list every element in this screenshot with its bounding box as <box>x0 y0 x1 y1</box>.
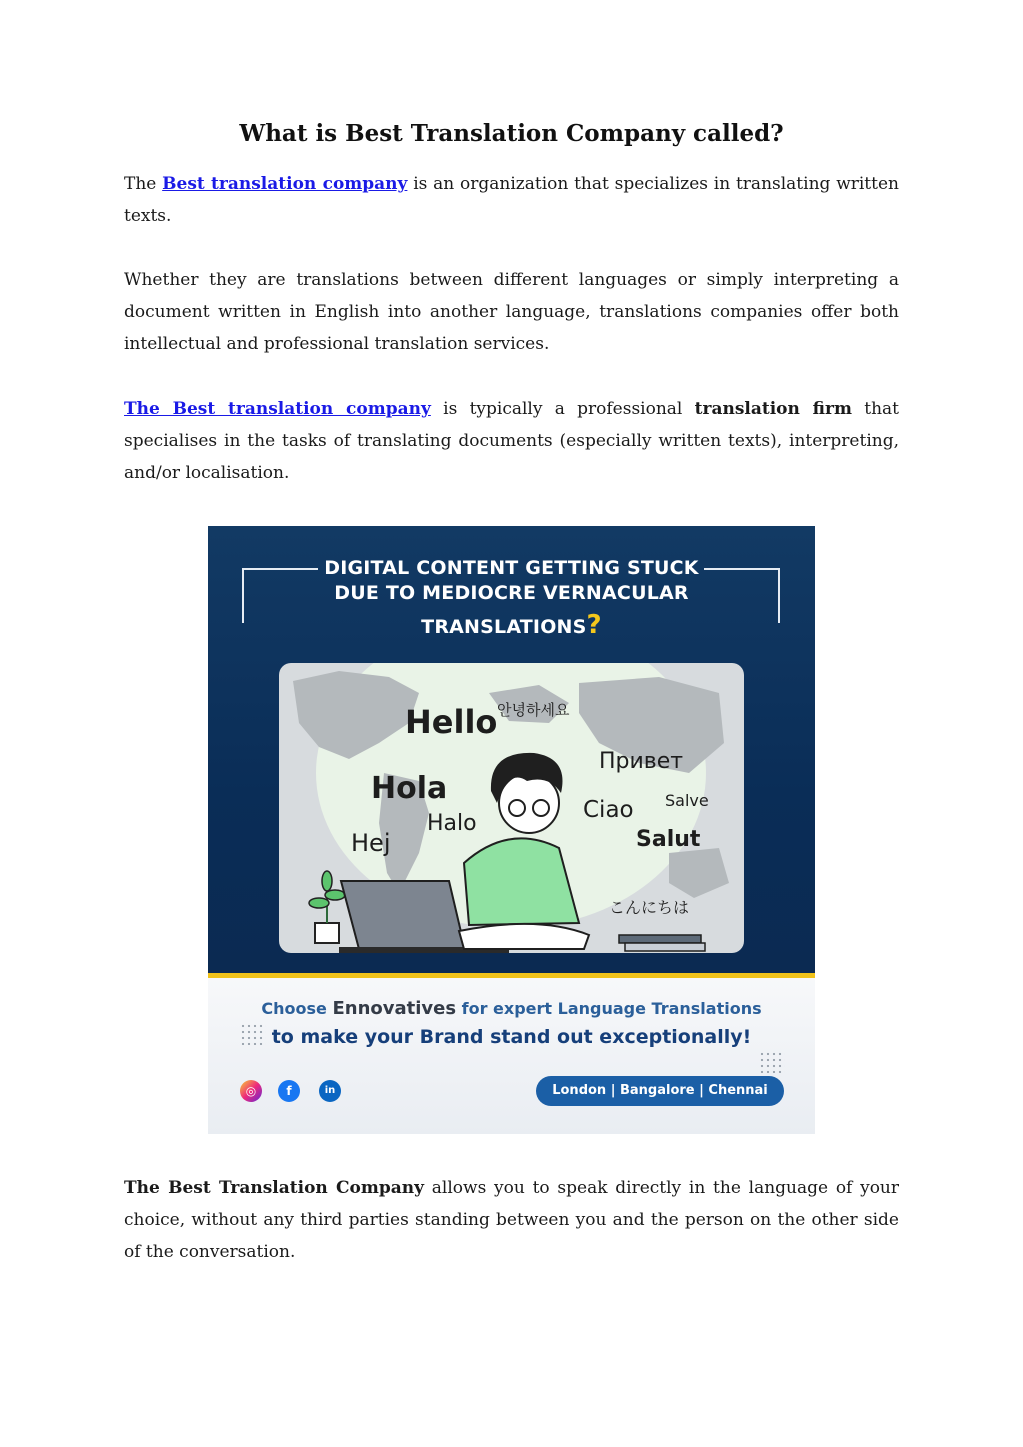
linkedin-icon[interactable]: in <box>319 1080 341 1102</box>
greeting-ciao: Ciao <box>583 797 634 823</box>
cta-line-2: to make your Brand stand out exceptionally! <box>271 1026 752 1048</box>
greeting-privet: Привет <box>599 749 684 774</box>
greeting-salut: Salut <box>636 827 701 852</box>
p3-rest: that specialises in the tasks of translating documents (especially written texts), interpreting, and/or localisation. <box>124 399 899 483</box>
greeting-japanese: こんにちは <box>609 898 690 917</box>
facebook-icon[interactable]: f <box>278 1080 300 1102</box>
p1-rest: is an organization that specializes in translating written texts. <box>124 174 899 226</box>
closing-paragraph <box>124 1172 899 1268</box>
plant-icon <box>309 871 345 943</box>
headline-line1: DIGITAL CONTENT GETTING STUCK <box>324 557 699 579</box>
instagram-icon[interactable]: ◎ <box>240 1080 262 1102</box>
p4-rest: allows you to speak directly in the language of your choice, without any third parties standing between you and the person on the other side of the conversation. <box>124 1178 900 1262</box>
headline-line2: DUE TO MEDIOCRE VERNACULAR <box>334 582 689 604</box>
firm-paragraph <box>124 393 899 489</box>
greeting-hej: Hej <box>351 829 391 857</box>
the-best-translation-company-link[interactable]: The Best translation company <box>124 399 431 419</box>
p4-bold-lead: The Best Translation Company <box>124 1178 425 1198</box>
headline-translations: TRANSLATIONS <box>421 616 587 638</box>
p1-lead: The <box>124 174 163 194</box>
greeting-hola: Hola <box>371 771 448 806</box>
cta-line-1 <box>208 998 815 1019</box>
decorative-dots-left <box>240 1023 266 1045</box>
cta-prefix: Choose <box>261 999 333 1018</box>
decorative-dots-right <box>759 1051 785 1073</box>
greeting-halo: Halo <box>427 811 477 836</box>
books-icon <box>619 935 705 951</box>
best-translation-company-link[interactable]: Best translation company <box>162 174 408 194</box>
promo-banner-image <box>208 526 815 1134</box>
question-mark: ? <box>586 610 602 640</box>
greeting-korean: 안녕하세요 <box>497 701 570 719</box>
intro-paragraph <box>124 168 899 232</box>
page-title: What is Best Translation Company called? <box>239 120 784 147</box>
banner-headline <box>208 556 815 640</box>
cta-brand: Ennovatives <box>332 998 457 1019</box>
p3-middle: is typically a professional <box>430 399 695 419</box>
cta-suffix: for expert Language Translations <box>456 999 762 1018</box>
services-paragraph: Whether they are translations between different languages or simply interpreting a document written in English into another language, translations companies offer both intellectual and professional translation services. <box>124 270 899 354</box>
world-map-card <box>279 663 744 953</box>
greeting-salve: Salve <box>665 791 709 810</box>
headline-line3 <box>208 610 815 640</box>
map-australia <box>669 848 729 898</box>
greeting-hello: Hello <box>405 703 498 741</box>
locations-badge: London | Bangalore | Chennai <box>536 1076 784 1106</box>
translation-firm-bold: translation firm <box>694 399 852 419</box>
